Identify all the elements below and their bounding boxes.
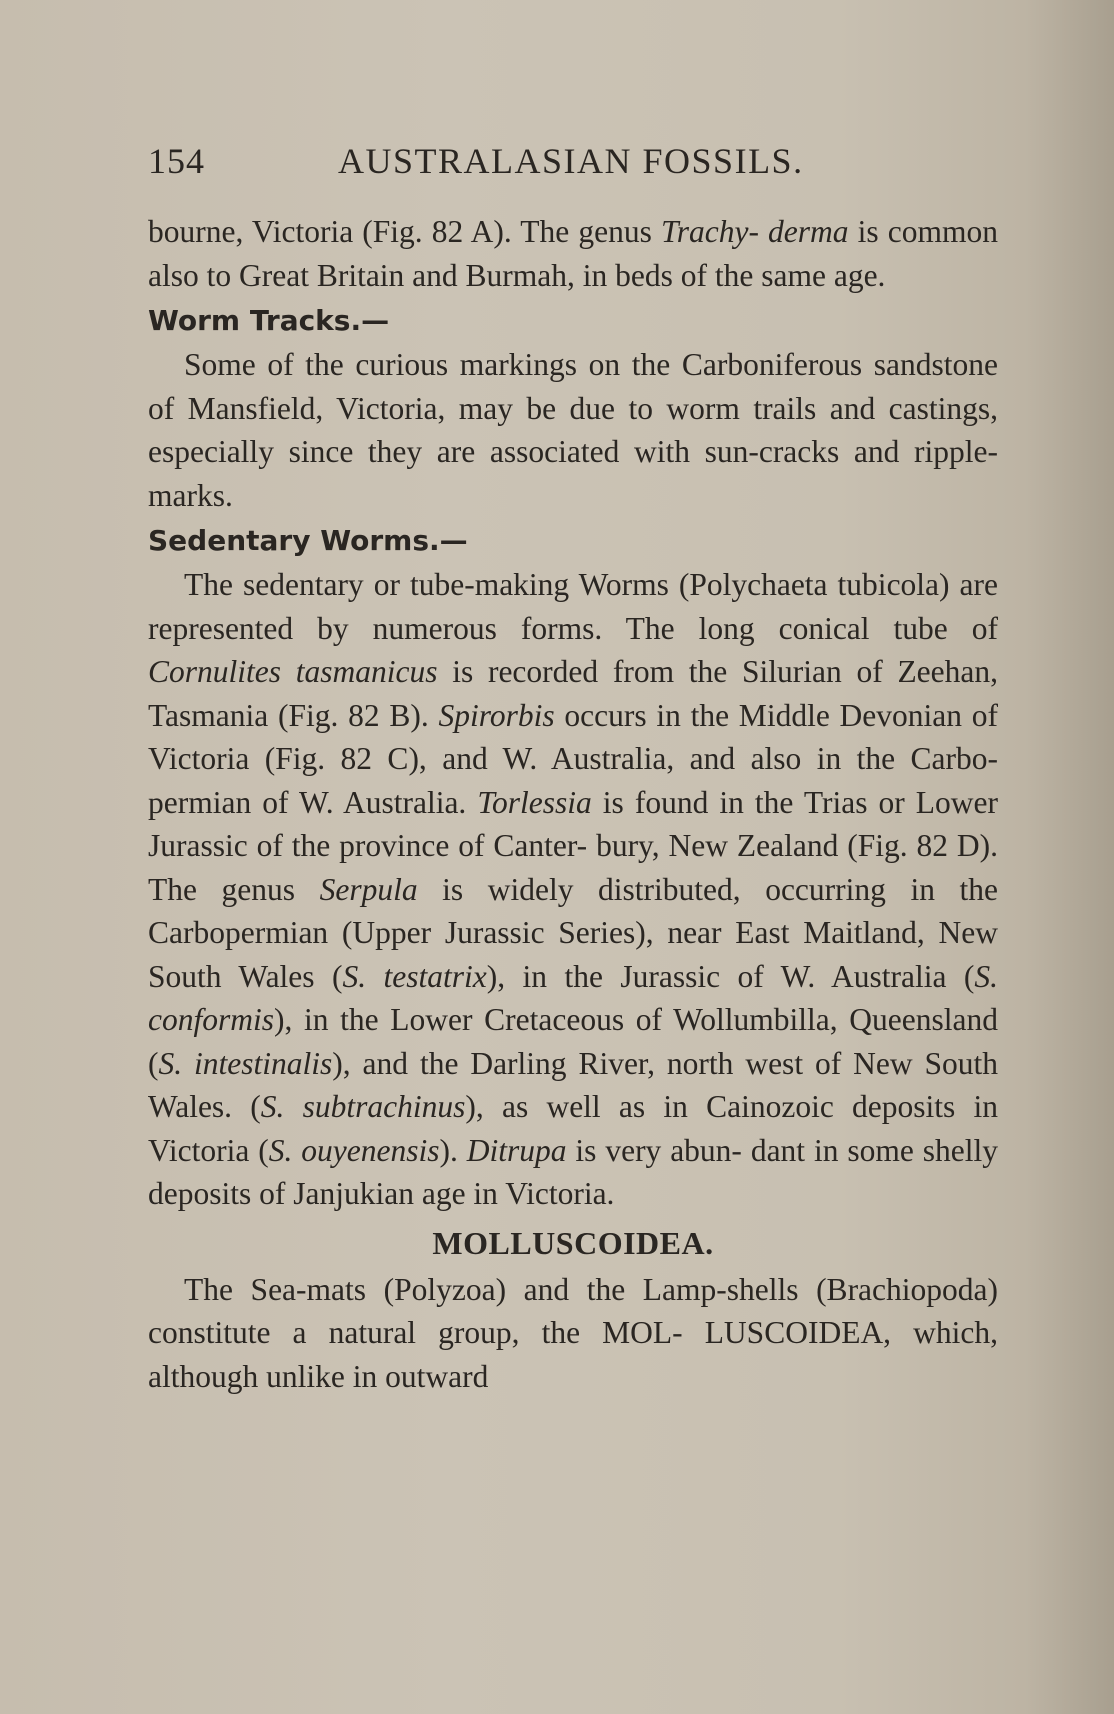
sw-text-6: ), in the Jurassic of W. Australia ( bbox=[486, 958, 975, 994]
sw-text-1: The sedentary or tube-making Worms (Polychaeta tubicola) are represented by numerous forms. The long conical tube of bbox=[148, 567, 998, 646]
worm-tracks-paragraph: Some of the curious markings on the Carboniferous sandstone of Mansfield, Victoria, may be due to worm trails and castings, especially since they are associated with sun-cracks and ripple-marks. bbox=[148, 347, 998, 513]
worm-tracks-heading: Worm Tracks.— bbox=[148, 304, 390, 337]
genus-torlessia: Torlessia bbox=[477, 784, 592, 820]
running-header bbox=[148, 140, 998, 190]
text-block bbox=[148, 140, 998, 1398]
sw-text-7: ), in the Lower Cretaceous of Wollumbilla, Queensland ( bbox=[148, 1002, 998, 1081]
sw-text-4: is found in the Trias or Lower Jurassic of the province of Canter- bury, New Zealand (Fig. 82 D). The genus bbox=[148, 784, 998, 907]
species-cornulites: Cornulites tasmanicus bbox=[148, 654, 438, 689]
molluscoidea-paragraph: The Sea-mats (Polyzoa) and the Lamp-shells (Brachiopoda) constitute a natural group, the MOL- LUSCOIDEA, which, although unlike in outward bbox=[148, 1271, 998, 1394]
continuation-paragraph bbox=[148, 210, 998, 297]
page-number: 154 bbox=[148, 141, 205, 181]
genus-ditrupa: Ditrupa bbox=[466, 1132, 567, 1168]
sw-text-10: ). bbox=[439, 1132, 467, 1168]
species-ouyenensis: S. ouyenensis bbox=[268, 1132, 440, 1168]
species-testatrix: S. testatrix bbox=[342, 958, 487, 994]
sedentary-worms-paragraph bbox=[148, 563, 998, 1216]
sw-text-8: ), and the Darling River, north west of New South Wales. ( bbox=[148, 1045, 999, 1124]
sw-text-9: ), as well as in Cainozoic deposits in Victoria ( bbox=[148, 1089, 998, 1168]
genus-serpula: Serpula bbox=[319, 871, 418, 907]
sw-text-2: is recorded from the Silurian of Zeehan, Tasmania (Fig. 82 B). bbox=[148, 654, 999, 733]
continuation-text-1: bourne, Victoria (Fig. 82 A). The genus bbox=[148, 214, 661, 249]
genus-trachyderma: Trachy- derma bbox=[660, 214, 849, 249]
species-subtrachinus: S. subtrachinus bbox=[260, 1089, 466, 1124]
species-intestinalis: S. intestinalis bbox=[158, 1045, 333, 1081]
molluscoidea-heading: MOLLUSCOIDEA. bbox=[432, 1224, 714, 1261]
sw-text-11: is very abun- dant in some shelly deposits of Janjukian age in Victoria. bbox=[148, 1132, 999, 1211]
genus-spirorbis: Spirorbis bbox=[438, 697, 555, 733]
sw-text-5: is widely distributed, occurring in the Carbopermian (Upper Jurassic Series), near East Maitland, New South Wales ( bbox=[148, 871, 998, 994]
running-title: AUSTRALASIAN FOSSILS. bbox=[338, 141, 804, 181]
species-conformis: S. conformis bbox=[148, 958, 998, 1037]
sedentary-worms-heading: Sedentary Worms.— bbox=[148, 524, 468, 557]
continuation-text-2: is common also to Great Britain and Burmah, in beds of the same age. bbox=[148, 214, 999, 293]
sw-text-3: occurs in the Middle Devonian of Victoria (Fig. 82 C), and W. Australia, and also in the Carbo- permian of W. Australia. bbox=[148, 697, 998, 820]
